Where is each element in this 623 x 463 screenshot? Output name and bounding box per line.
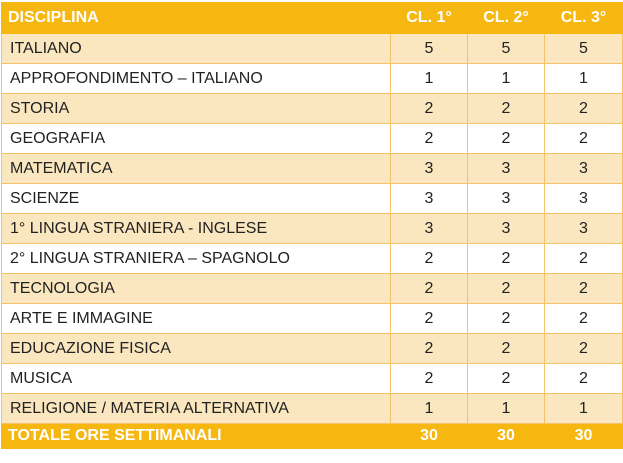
subject-cell: APPROFONDIMENTO – ITALIANO — [2, 64, 391, 94]
table-row — [2, 184, 623, 214]
hours-class-2: 3 — [468, 154, 545, 184]
total-class-2: 30 — [468, 424, 545, 449]
weekly-hours-table — [1, 2, 623, 449]
hours-class-3: 3 — [545, 214, 623, 244]
subject-cell: SCIENZE — [2, 184, 391, 214]
hours-class-1: 2 — [391, 94, 468, 124]
header-class-1: CL. 1° — [391, 3, 468, 34]
table-header — [2, 3, 623, 34]
hours-class-3: 2 — [545, 94, 623, 124]
total-label: TOTALE ORE SETTIMANALI — [2, 424, 391, 449]
hours-class-2: 2 — [468, 364, 545, 394]
table-row — [2, 394, 623, 424]
subject-cell: ARTE E IMMAGINE — [2, 304, 391, 334]
hours-class-1: 2 — [391, 124, 468, 154]
table-row — [2, 244, 623, 274]
hours-class-1: 3 — [391, 154, 468, 184]
hours-class-3: 2 — [545, 304, 623, 334]
hours-class-3: 2 — [545, 124, 623, 154]
table-row — [2, 34, 623, 64]
table-body — [2, 34, 623, 424]
hours-class-3: 3 — [545, 184, 623, 214]
header-subject: DISCIPLINA — [2, 3, 391, 34]
subject-cell: MUSICA — [2, 364, 391, 394]
hours-class-2: 2 — [468, 274, 545, 304]
hours-class-3: 2 — [545, 364, 623, 394]
table-row — [2, 64, 623, 94]
table-row — [2, 334, 623, 364]
hours-class-3: 3 — [545, 154, 623, 184]
table-row — [2, 274, 623, 304]
hours-class-2: 3 — [468, 214, 545, 244]
header-class-2: CL. 2° — [468, 3, 545, 34]
total-row — [2, 424, 623, 449]
hours-class-1: 2 — [391, 304, 468, 334]
total-class-3: 30 — [545, 424, 623, 449]
hours-class-3: 2 — [545, 334, 623, 364]
hours-class-1: 2 — [391, 274, 468, 304]
subject-cell: ITALIANO — [2, 34, 391, 64]
subject-cell: 2° LINGUA STRANIERA – SPAGNOLO — [2, 244, 391, 274]
subject-cell: RELIGIONE / MATERIA ALTERNATIVA — [2, 394, 391, 424]
hours-class-3: 1 — [545, 64, 623, 94]
hours-class-1: 1 — [391, 394, 468, 424]
hours-class-3: 5 — [545, 34, 623, 64]
hours-class-3: 2 — [545, 274, 623, 304]
subject-cell: MATEMATICA — [2, 154, 391, 184]
hours-class-2: 2 — [468, 124, 545, 154]
table-row — [2, 124, 623, 154]
table-row — [2, 94, 623, 124]
hours-class-1: 3 — [391, 214, 468, 244]
hours-class-3: 2 — [545, 244, 623, 274]
hours-class-2: 1 — [468, 64, 545, 94]
hours-class-2: 3 — [468, 184, 545, 214]
hours-class-2: 5 — [468, 34, 545, 64]
subject-cell: STORIA — [2, 94, 391, 124]
hours-class-1: 5 — [391, 34, 468, 64]
hours-class-1: 1 — [391, 64, 468, 94]
hours-class-1: 2 — [391, 334, 468, 364]
table-row — [2, 304, 623, 334]
hours-class-2: 2 — [468, 304, 545, 334]
subject-cell: 1° LINGUA STRANIERA - INGLESE — [2, 214, 391, 244]
subject-cell: GEOGRAFIA — [2, 124, 391, 154]
hours-class-1: 3 — [391, 184, 468, 214]
hours-class-3: 1 — [545, 394, 623, 424]
table-footer — [2, 424, 623, 449]
table-row — [2, 364, 623, 394]
table-row — [2, 214, 623, 244]
header-class-3: CL. 3° — [545, 3, 623, 34]
hours-class-2: 1 — [468, 394, 545, 424]
table-row — [2, 154, 623, 184]
hours-class-1: 2 — [391, 244, 468, 274]
total-class-1: 30 — [391, 424, 468, 449]
subject-cell: EDUCAZIONE FISICA — [2, 334, 391, 364]
subject-cell: TECNOLOGIA — [2, 274, 391, 304]
header-row — [2, 3, 623, 34]
hours-class-2: 2 — [468, 334, 545, 364]
hours-class-2: 2 — [468, 244, 545, 274]
hours-class-1: 2 — [391, 364, 468, 394]
hours-class-2: 2 — [468, 94, 545, 124]
